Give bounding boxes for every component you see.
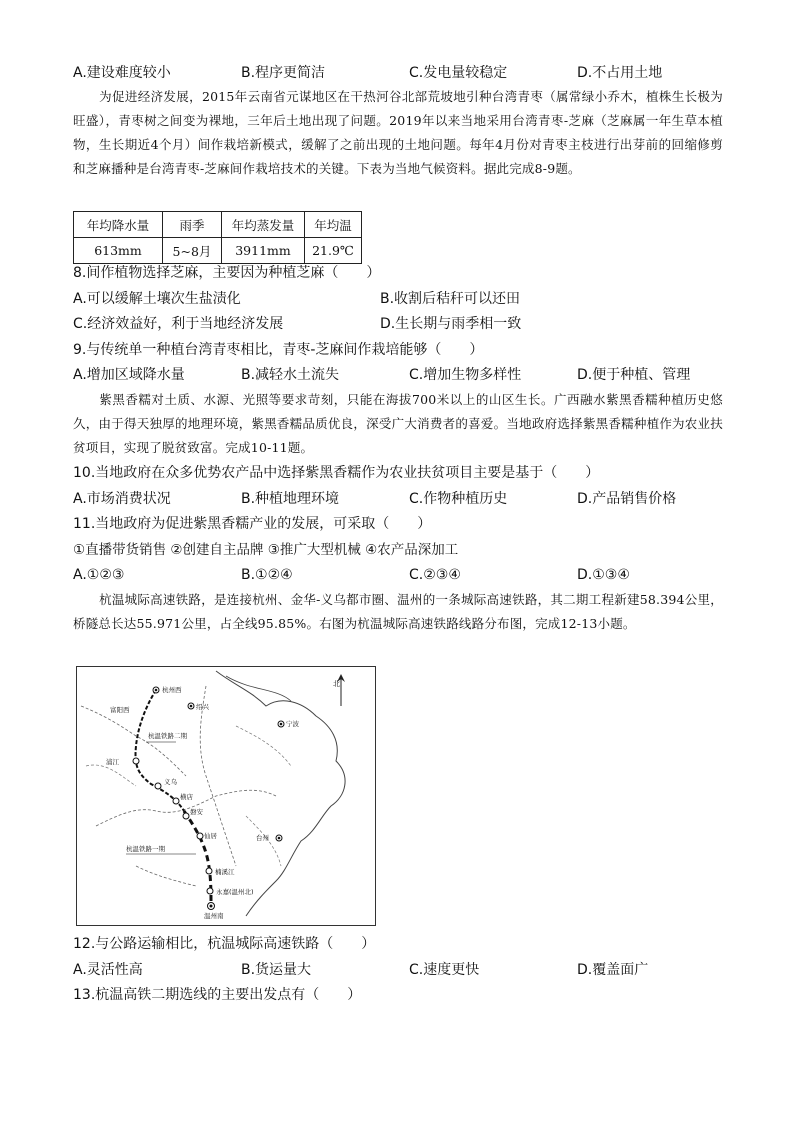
q8-option-d[interactable]: D.生长期与雨季相一致 xyxy=(380,316,522,332)
passage-purple-rice xyxy=(73,388,723,460)
station-pujiang xyxy=(133,758,139,764)
label-hengdian: 横店 xyxy=(180,793,193,801)
table-cell: 5~8月 xyxy=(163,238,222,264)
table-header: 年均降水量 xyxy=(74,212,163,238)
table-header: 年均蒸发量 xyxy=(222,212,305,238)
passage-hangwen-railway xyxy=(73,588,723,636)
q11-option-b[interactable]: B.①②④ xyxy=(241,567,293,583)
label-yongjia: 永嘉(温州北) xyxy=(216,888,254,896)
passage-railway-text: 杭温城际高速铁路，是连接杭州、金华-义乌都市圈、温州的一条城际高速铁路，其二期工程新建58.394公里，桥隧总长达55.971公里，占全线95.85%。右图为杭温城际高速铁路线路分布图，完成12-13小题。 xyxy=(73,592,723,631)
q10-option-b[interactable]: B.种植地理环境 xyxy=(241,491,340,507)
q8-option-b[interactable]: B.收割后秸秆可以还田 xyxy=(380,291,521,307)
station-xianju xyxy=(197,833,203,839)
label-taizhou: 台州 xyxy=(256,834,269,842)
q9-option-b[interactable]: B.减轻水土流失 xyxy=(241,367,340,383)
q10-option-a[interactable]: A.市场消费状况 xyxy=(73,491,171,507)
q7-option-c[interactable]: C.发电量较稳定 xyxy=(409,65,508,81)
label-hangzhou-west: 杭州西 xyxy=(162,686,182,694)
q8-option-c[interactable]: C.经济效益好，利于当地经济发展 xyxy=(73,316,284,332)
q11-option-a[interactable]: A.①②③ xyxy=(73,567,125,583)
q12-option-a[interactable]: A.灵活性高 xyxy=(73,962,143,978)
station-nanxijiang xyxy=(206,868,212,874)
q13-stem: 13.杭温高铁二期选线的主要出发点有（ ） xyxy=(73,987,362,1003)
label-pan-an: 磐安 xyxy=(190,808,203,816)
q11-option-c[interactable]: C.②③④ xyxy=(409,567,461,583)
label-pujiang: 浦江 xyxy=(106,758,119,766)
q11-option-d[interactable]: D.①③④ xyxy=(577,567,630,583)
table-cell: 3911mm xyxy=(222,238,305,264)
q8-option-a[interactable]: A.可以缓解土壤次生盐渍化 xyxy=(73,291,241,307)
q9-stem: 9.与传统单一种植台湾青枣相比，青枣-芝麻间作栽培能够（ ） xyxy=(73,342,484,358)
station-pan-an xyxy=(183,813,189,819)
table-cell: 613mm xyxy=(74,238,163,264)
climate-table-value-row xyxy=(74,238,362,264)
q8-stem: 8.间作植物选择芝麻，主要因为种植芝麻（ ） xyxy=(73,265,381,281)
passage-jujube-sesame xyxy=(73,85,723,181)
table-cell: 21.9℃ xyxy=(305,238,362,264)
q7-option-d[interactable]: D.不占用土地 xyxy=(577,65,663,81)
table-header: 年均温 xyxy=(305,212,362,238)
station-yongjia xyxy=(207,888,213,894)
climate-table xyxy=(73,211,362,264)
q10-stem: 10.当地政府在众多优势农产品中选择紫黑香糯作为农业扶贫项目主要是基于（ ） xyxy=(73,465,600,481)
station-hengdian xyxy=(173,798,179,804)
label-xianju: 仙居 xyxy=(204,832,217,840)
table-header: 雨季 xyxy=(163,212,222,238)
north-label: 北 xyxy=(333,680,340,688)
q9-option-c[interactable]: C.增加生物多样性 xyxy=(409,367,522,383)
railway-map xyxy=(76,666,376,926)
q12-stem: 12.与公路运输相比，杭温城际高速铁路（ ） xyxy=(73,936,376,952)
label-fuyang-west: 富阳西 xyxy=(110,706,130,714)
q10-option-d[interactable]: D.产品销售价格 xyxy=(577,491,677,507)
label-shaoxing: 绍兴 xyxy=(196,703,209,711)
q9-option-d[interactable]: D.便于种植、管理 xyxy=(577,367,691,383)
q7-option-a[interactable]: A.建设难度较小 xyxy=(73,65,171,81)
label-phase1: 杭温铁路一期 xyxy=(126,845,165,853)
station-yiwu xyxy=(155,783,161,789)
label-ningbo: 宁波 xyxy=(286,720,299,728)
passage-jujube-text: 为促进经济发展，2015年云南省元谋地区在干热河谷北部荒坡地引种台湾青枣（属常绿小乔木，植株生长极为旺盛），青枣树之间变为裸地，三年后土地出现了问题。2019年以来当地采用台湾青枣-芝麻（芝麻属一年生草本植物，生长期近4个月）间作栽培新模式，缓解了之前出现的土地问题。每年4月份对青枣主枝进行出芽前的回缩修剪和芝麻播种是台湾青枣-芝麻间作栽培技术的关键。下表为当地气候资料。据此完成8-9题。 xyxy=(73,89,723,176)
passage-purple-rice-text: 紫黑香糯对土质、水源、光照等要求苛刻，只能在海拔700米以上的山区生长。广西融水紫黑香糯种植历史悠久，由于得天独厚的地理环境，紫黑香糯品质优良，深受广大消费者的喜爱。当地政府选择紫黑香糯种植作为农业扶贫项目，实现了脱贫致富。完成10-11题。 xyxy=(73,392,723,455)
q12-option-c[interactable]: C.速度更快 xyxy=(409,962,480,978)
q12-option-b[interactable]: B.货运量大 xyxy=(241,962,312,978)
q7-option-b[interactable]: B.程序更简洁 xyxy=(241,65,326,81)
label-phase2: 杭温铁路二期 xyxy=(148,732,187,740)
q11-stem: 11.当地政府为促进紫黑香糯产业的发展，可采取（ ） xyxy=(73,516,432,532)
q12-option-d[interactable]: D.覆盖面广 xyxy=(577,962,649,978)
q11-choices: ①直播带货销售 ②创建自主品牌 ③推广大型机械 ④农产品深加工 xyxy=(73,542,459,558)
label-yiwu: 义乌 xyxy=(164,778,177,786)
q9-option-a[interactable]: A.增加区域降水量 xyxy=(73,367,185,383)
climate-table-header-row xyxy=(74,212,362,238)
label-nanxijiang: 楠溪江 xyxy=(215,868,235,876)
q10-option-c[interactable]: C.作物种植历史 xyxy=(409,491,508,507)
label-wenzhou-south: 温州南 xyxy=(204,912,224,920)
